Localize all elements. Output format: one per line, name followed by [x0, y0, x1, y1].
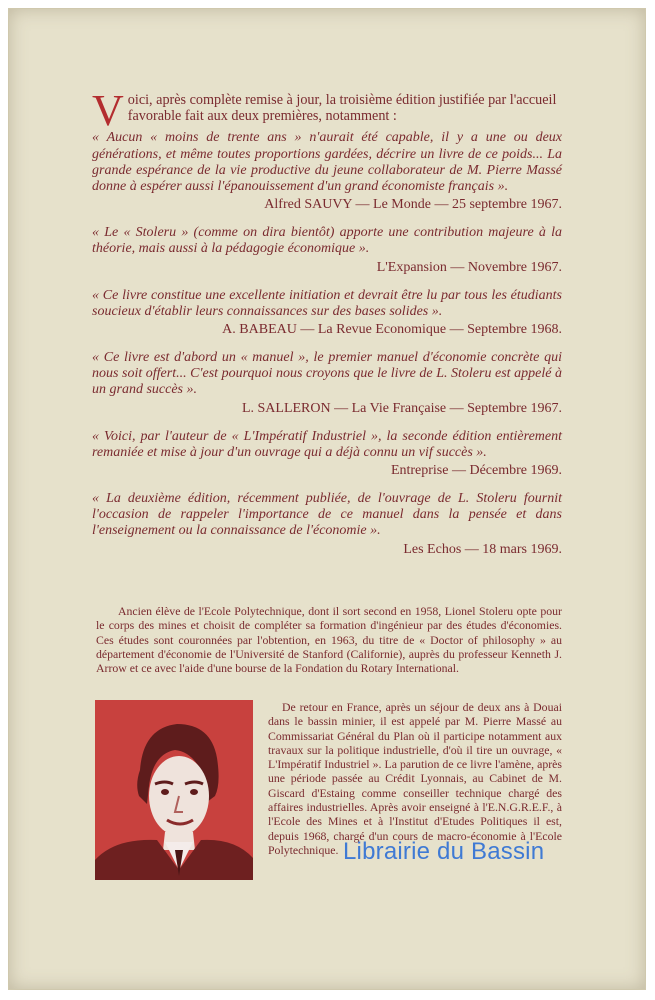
intro-paragraph [92, 86, 562, 135]
review-quote: « Le « Stoleru » (comme on dira bientôt) apporte une contribution majeure à la théorie, mais aussi à la pédagogie économique ». [92, 225, 562, 257]
review-item [92, 225, 562, 275]
review-item [92, 130, 562, 213]
bio-paragraph-2: De retour en France, après un séjour de deux ans à Douai dans le bassin minier, il est appelé par M. Pierre Massé au Commissariat Général du Plan où il participe notamment aux travaux sur la politique industrielle, d'où il tire un ouvrage, « L'Impératif Industriel ». La parution de ce livre l'amène, après une période passée au Crédit Lyonnais, au Cabinet de M. Giscard d'Estaing comme conseiller technique chargé des affaires industrielles. Après avoir enseigné à l'E.N.G.R.E.F., à l'Ecole des Mines et à l'Institut d'Etudes Politiques il est, depuis 1968, chargé d'un cours de macro-économie à l'Ecole Polytechnique. [268, 700, 562, 857]
drop-cap: V [92, 86, 124, 135]
review-source: A. BABEAU — La Revue Economique — Septembre 1968. [222, 322, 562, 338]
review-source: Les Echos — 18 mars 1969. [403, 541, 562, 557]
watermark: Librairie du Bassin [343, 838, 545, 865]
review-quote: « Ce livre constitue une excellente initiation et devrait être lu par tous les étudiants soucieux d'établir leurs connaissances sur des bases solides ». [92, 287, 562, 319]
review-quote: « Ce livre est d'abord un « manuel », le premier manuel d'économie concrète qui nous soit offert... C'est pourquoi nous croyons que le livre de L. Stoleru est appelé à un grand succès ». [92, 350, 562, 398]
reviews-section [92, 86, 562, 570]
review-quote: « Aucun « moins de trente ans » n'aurait été capable, il y a une ou deux générations, et même toutes proportions gardées, décrire un livre de ce poids... La grande espérance de la vie productive du jeune collaborateur de M. Pierre Massé donne à espérer aussi l'épanouissement d'un grand économiste français ». [92, 130, 562, 195]
bio-paragraph-1: Ancien élève de l'Ecole Polytechnique, dont il sort second en 1958, Lionel Stoleru opte pour le corps des mines et choisit de compléter sa formation d'ingénieur par des études d'économies. Ces études sont couronnées par l'obtention, en 1963, du titre de « Doctor of philosophy » au département d'économie de l'Université de Stanford (Californie), auprès du professeur Kenneth J. Arrow et ce avec l'aide d'une bourse de la Fondation du Rotary International. [96, 604, 562, 676]
review-quote: « Voici, par l'auteur de « L'Impératif Industriel », la seconde édition entièrement remaniée et mise à jour d'un ouvrage qui a déjà connu un vif succès ». [92, 428, 562, 460]
review-quote: « La deuxième édition, récemment publiée, de l'ouvrage de L. Stoleru fournit l'occasion de rappeler l'importance de ce manuel dans la pensée et dans l'enseignement ou la connaissance de l'économie ». [92, 491, 562, 539]
intro-text: oici, après complète remise à jour, la troisième édition justifiée par l'accueil favorable fait aux deux premières, notamment : [127, 92, 557, 125]
review-source: L. SALLERON — La Vie Française — Septembre 1967. [241, 400, 562, 416]
review-item [92, 491, 562, 558]
review-source: Alfred SAUVY — Le Monde — 25 septembre 1967. [264, 197, 562, 213]
review-source: Entreprise — Décembre 1969. [390, 463, 562, 479]
review-item [92, 288, 562, 338]
portrait-illustration [95, 700, 253, 880]
review-item [92, 429, 562, 479]
author-bio [96, 604, 562, 675]
author-bio-continued [268, 700, 562, 857]
review-item [92, 350, 562, 417]
author-portrait [95, 700, 253, 880]
review-source: L'Expansion — Novembre 1967. [376, 259, 562, 275]
